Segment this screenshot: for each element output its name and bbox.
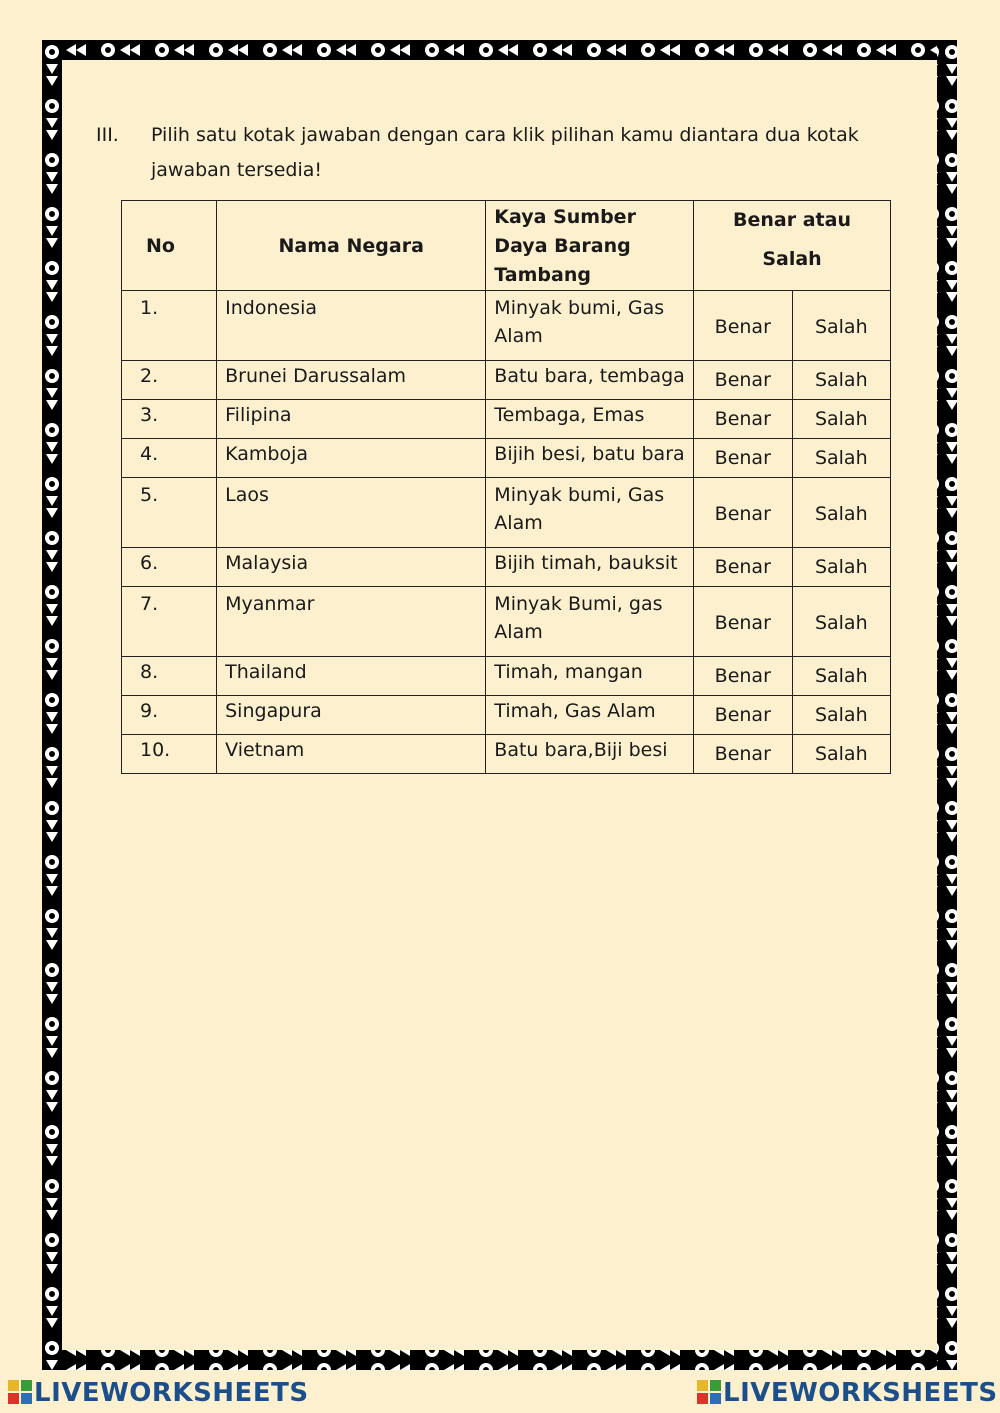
benar-option[interactable]: Benar: [694, 587, 793, 657]
header-no: No: [122, 201, 217, 291]
salah-option[interactable]: Salah: [792, 735, 890, 774]
row-no: 4.: [122, 439, 217, 478]
table-row: [122, 548, 891, 587]
salah-option[interactable]: Salah: [792, 696, 890, 735]
benar-option[interactable]: Benar: [694, 400, 793, 439]
benar-option[interactable]: Benar: [694, 291, 793, 361]
liveworksheets-logo-icon: [697, 1380, 721, 1404]
row-country: Brunei Darussalam: [217, 361, 486, 400]
row-country: Myanmar: [217, 587, 486, 657]
salah-option[interactable]: Salah: [792, 400, 890, 439]
row-resource: Bijih besi, batu bara: [486, 439, 694, 478]
benar-option[interactable]: Benar: [694, 361, 793, 400]
benar-option[interactable]: Benar: [694, 735, 793, 774]
row-no: 7.: [122, 587, 217, 657]
row-country: Malaysia: [217, 548, 486, 587]
row-country: Laos: [217, 478, 486, 548]
answer-table: [121, 200, 891, 774]
benar-option[interactable]: Benar: [694, 439, 793, 478]
row-country: Kamboja: [217, 439, 486, 478]
benar-option[interactable]: Benar: [694, 478, 793, 548]
instruction-number: III.: [96, 124, 119, 146]
row-resource: Minyak bumi, Gas Alam: [486, 291, 694, 361]
salah-option[interactable]: Salah: [792, 548, 890, 587]
table-row: [122, 735, 891, 774]
salah-option[interactable]: Salah: [792, 361, 890, 400]
row-no: 9.: [122, 696, 217, 735]
benar-option[interactable]: Benar: [694, 657, 793, 696]
row-no: 1.: [122, 291, 217, 361]
row-no: 3.: [122, 400, 217, 439]
benar-option[interactable]: Benar: [694, 548, 793, 587]
row-no: 2.: [122, 361, 217, 400]
header-answer: Benar atau Salah: [694, 201, 891, 291]
liveworksheets-logo-right[interactable]: [697, 1378, 998, 1408]
table-row: [122, 439, 891, 478]
row-no: 5.: [122, 478, 217, 548]
row-country: Indonesia: [217, 291, 486, 361]
salah-option[interactable]: Salah: [792, 587, 890, 657]
liveworksheets-logo-left[interactable]: [8, 1378, 309, 1408]
row-resource: Batu bara,Biji besi: [486, 735, 694, 774]
row-country: Vietnam: [217, 735, 486, 774]
salah-option[interactable]: Salah: [792, 291, 890, 361]
row-resource: Tembaga, Emas: [486, 400, 694, 439]
row-resource: Bijih timah, bauksit: [486, 548, 694, 587]
row-resource: Timah, Gas Alam: [486, 696, 694, 735]
table-row: [122, 400, 891, 439]
table-row: [122, 657, 891, 696]
salah-option[interactable]: Salah: [792, 657, 890, 696]
row-country: Filipina: [217, 400, 486, 439]
table-row: [122, 291, 891, 361]
liveworksheets-logo-icon: [8, 1380, 32, 1404]
table-row: [122, 696, 891, 735]
row-resource: Minyak Bumi, gas Alam: [486, 587, 694, 657]
row-no: 6.: [122, 548, 217, 587]
row-no: 10.: [122, 735, 217, 774]
row-resource: Minyak bumi, Gas Alam: [486, 478, 694, 548]
salah-option[interactable]: Salah: [792, 478, 890, 548]
salah-option[interactable]: Salah: [792, 439, 890, 478]
header-country: Nama Negara: [217, 201, 486, 291]
row-country: Singapura: [217, 696, 486, 735]
row-no: 8.: [122, 657, 217, 696]
logo-text: LIVEWORKSHEETS: [34, 1378, 309, 1408]
table-row: [122, 587, 891, 657]
benar-option[interactable]: Benar: [694, 696, 793, 735]
row-resource: Batu bara, tembaga: [486, 361, 694, 400]
row-resource: Timah, mangan: [486, 657, 694, 696]
table-row: [122, 478, 891, 548]
table-header-row: [122, 201, 891, 291]
table-row: [122, 361, 891, 400]
row-country: Thailand: [217, 657, 486, 696]
instruction-text: Pilih satu kotak jawaban dengan cara klik pilihan kamu diantara dua kotak jawaban tersedia!: [151, 124, 859, 181]
logo-text: LIVEWORKSHEETS: [723, 1378, 998, 1408]
header-resource: Kaya Sumber Daya Barang Tambang: [486, 201, 694, 291]
